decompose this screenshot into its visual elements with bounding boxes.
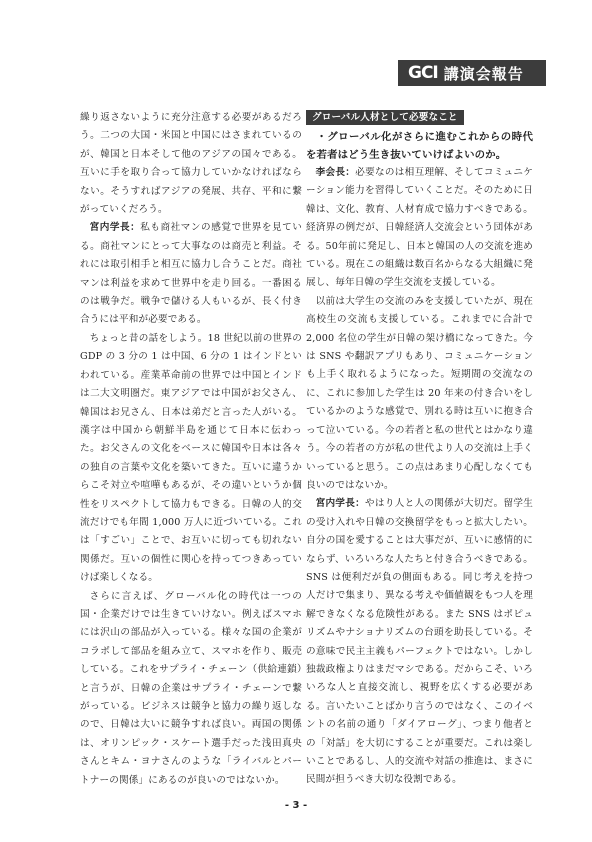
question-heading: ・グローバル化がさらに進むこれからの時代を若者はどう生き抜いていけばよいのか。	[306, 131, 533, 161]
report-header	[398, 60, 546, 86]
speaker-label: 宮内学長：	[89, 222, 141, 234]
right-column	[306, 109, 533, 790]
gci-logo: GCI	[408, 63, 438, 83]
paragraph: さらに言えば、グローバル化の時代は一つの国・企業だけでは生きていけない。例えばスマホには沢山の部品が入っている。様々な国の企業がコラボして部品を組み立て、スマホを作り、販売している。これをサプライ・チェーン（供給連鎖）と言うが、日韓の企業はサプライ・チェーンで繋がっている。ビジネスは競争と協力の繰り返しなので、日韓は大いに競争すれば良い。両国の関係は、オリンピック・スケート選手だった浅田真央さんとキム・ヨナさんのような「ライバルとパートナーの関係」にあるのが良いのではないか。	[80, 590, 302, 786]
speaker-paragraph	[80, 219, 302, 329]
speaker-label: 李会長：	[315, 167, 356, 178]
speaker-text: 必要なのは相互理解、そしてコミュニケーション能力を習得していくことだ。そのために日韓は、文化、教育、人材育成で協力すべきである。経済界の例だが、日韓経済人交流会という団体がある。50年前に発足し、日本と韓国の人の交流を進めている。現在この組織は数百名からなる大組織に発展し、毎年日韓の学生交流を支援している。	[306, 167, 533, 289]
speaker-text: 私も商社マンの感覚で世界を見ている。商社マンにとって大事なのは商売と利益。それには取引相手と相互に協力し合うことだ。商社マンは利益を求めて世界中を走り回る。一番困るのは戦争だ。戦争で儲ける人もいるが、長く付き合うには平和が必要である。	[80, 222, 303, 326]
paragraph: 繰り返さないように充分注意する必要があるだろう。二つの大国・米国と中国にはさまれているのが、韓国と日本そして他のアジアの国々である。互いに手を取り合って協力していかなければならない。そうすればアジアの発展、共存、平和に繋がっていくだろう。	[80, 112, 302, 216]
paragraph: ちょっと昔の話をしよう。18 世紀以前の世界の GDP の 3 分の 1 は中国、6 分の 1 はインドといわれている。産業革命前の世界では中国とインドは二大文明圏だ。東アジアでは中国がお父さん、韓国はお兄さん、日本は弟だと言った人がいる。漢字は中国から朝鮮半島を通じて日本に伝わった。お父さんの文化をベースに韓国や日本は各々の独自の言葉や文化を築いてきた。互いに違うからこそ対立や喧嘩もあるが、その違いというか個性をリスペクトして協力もできる。日韓の人的交流だけでも年間 1,000 万人に近づいている。これは「すごい」ことで、お互いに切っても切れない関係だ。互いの個性に関心を持ってつきあっていけば楽しくなる。	[80, 332, 302, 584]
page-number: - 3 -	[284, 800, 308, 811]
speaker-text: やはり人と人の関係が大切だ。留学生の受け入れや日韓の交換留学をもっと拡大したい。自分の国を愛することは大事だが、互いに感情的にならず、いろいろな人たちと付き合うべきである。SNS は便利だが負の側面もある。同じ考えを持つ人だけで集まり、異なる考えや価値観をもつ人を理解できなくなる危険性がある。また SNS はポピュリズムやナショナリズムの台頭を助長している。その意味で民主主義もパーフェクトではない。しかし独裁政権よりはまだマシである。だからこそ、いろいろな人と直接交流し、視野を広くする必要がある。言いたいことばかり言うのではなく、このイベントの名前の通り「ダイアローグ」、つまり他者との「対話」を大切にすることが重要だ。これは楽しいことであるし、人的交流や対話の推進は、まさに民間が担うべき大切な役割である。	[306, 498, 533, 786]
left-column	[80, 109, 302, 790]
header-title: 講演会報告	[443, 64, 524, 83]
speaker-paragraph	[306, 495, 533, 790]
section-heading: グローバル人材として必要なこと	[306, 110, 464, 125]
paragraph: 以前は大学生の交流のみを支援していたが、現在高校生の交流も支援している。これまでに合計で 2,000 名位の学生が日韓の架け橋になってきた。今は SNS や翻訳アプリもあり、コミュニケーションも上手く取れるようになった。短期間の交流なのに、これに参加した学生は 20 年来の付き合いをしているかのような感覚で、別れる時は互いに抱き合って泣いている。今の若者と私の世代とはかなり違う。今の若者の方が私の世代より人の交流は上手くいっていると思う。この点はあまり心配しなくても良いのではないか。	[306, 295, 533, 491]
speaker-label: 宮内学長：	[315, 498, 366, 510]
speaker-paragraph	[306, 164, 533, 293]
